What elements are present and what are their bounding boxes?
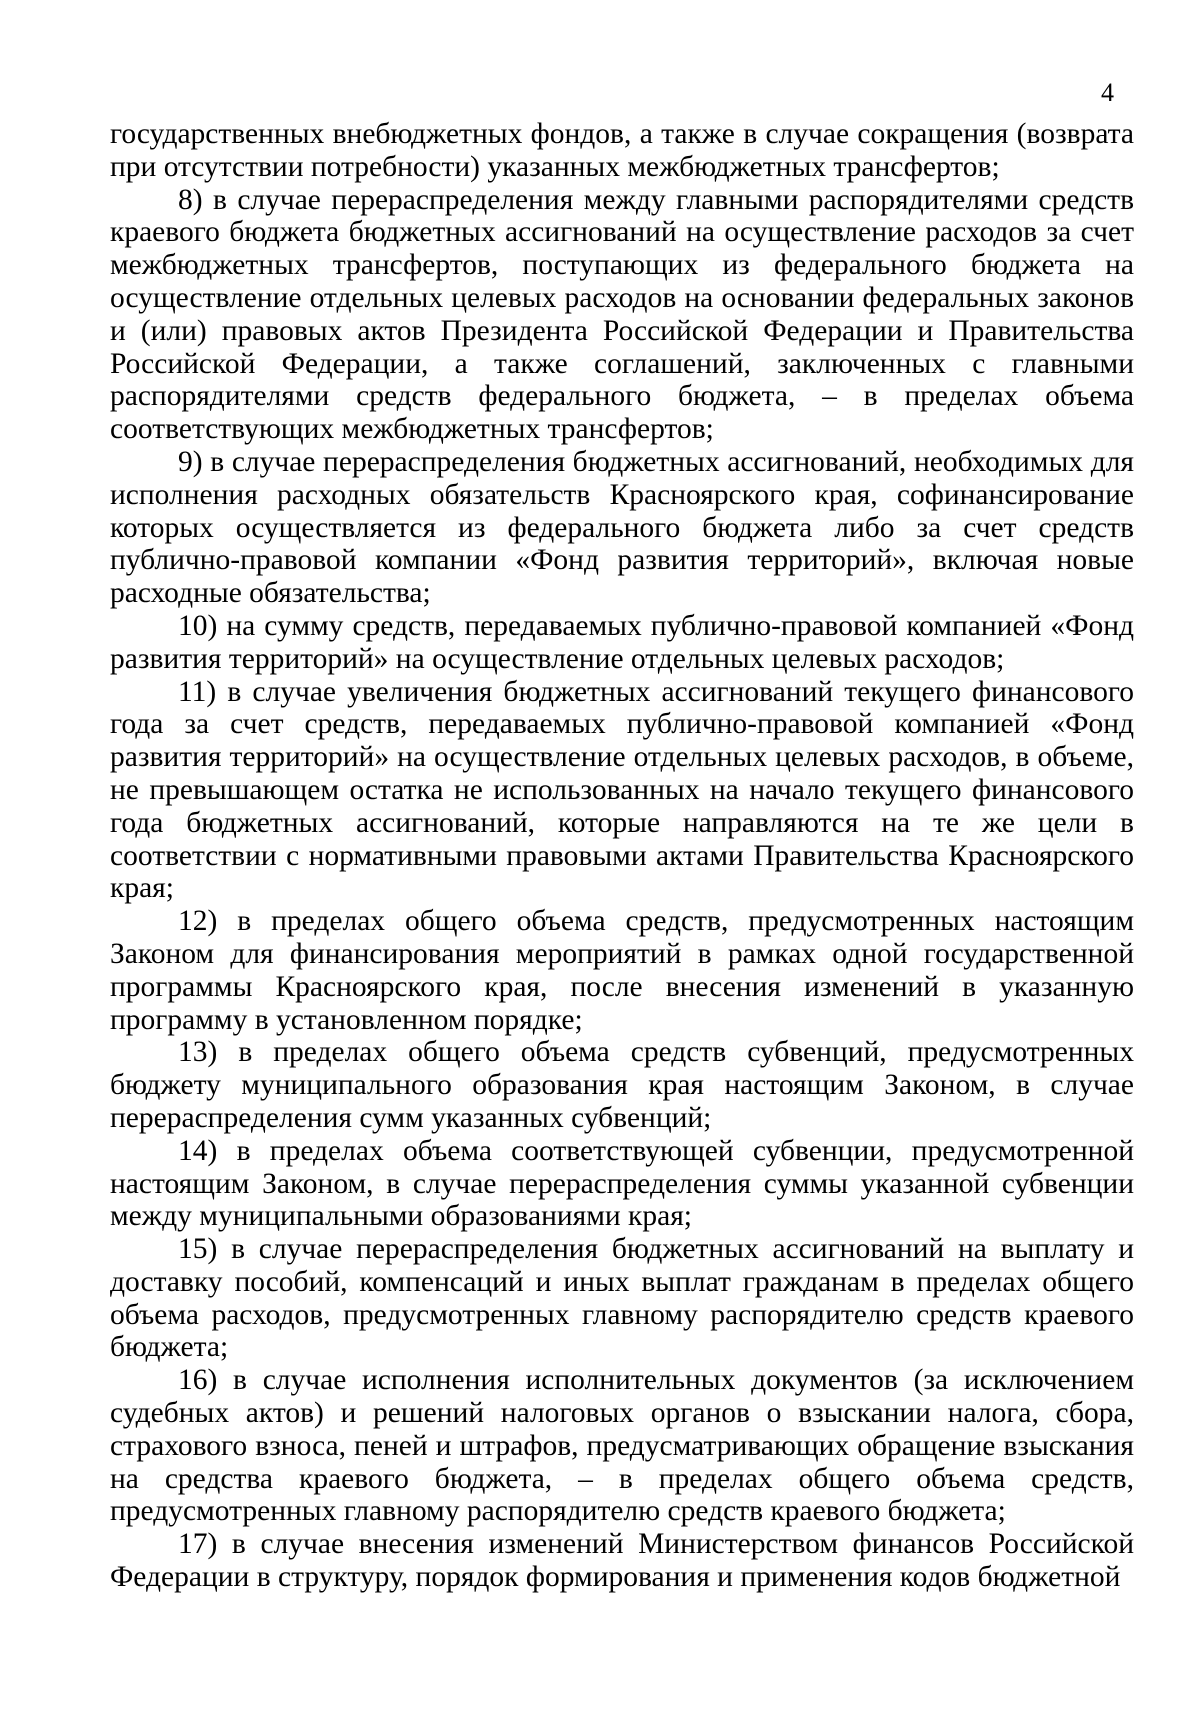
- paragraph-continuation: государственных внебюджетных фондов, а также в случае сокращения (возврата при отсутствии потребности) указанных межбюджетных трансфертов;: [110, 118, 1134, 183]
- paragraph-item-16: 16) в случае исполнения исполнительных документов (за исключением судебных актов) и решений налоговых органов о взыскании налога, сбора, страхового взноса, пеней и штрафов, предусматривающих обращение взыскания на средства краевого бюджета, – в пределах общего объема средств, предусмотренных главному распорядителю средств краевого бюджета;: [110, 1364, 1134, 1528]
- paragraph-item-9: 9) в случае перераспределения бюджетных ассигнований, необходимых для исполнения расходных обязательств Красноярского края, софинансирование которых осуществляется из федерального бюджета либо за счет средств публично-правовой компании «Фонд развития территорий», включая новые расходные обязательства;: [110, 445, 1134, 610]
- paragraph-item-14: 14) в пределах объема соответствующей субвенции, предусмотренной настоящим Законом, в случае перераспределения суммы указанной субвенции между муниципальными образованиями края;: [110, 1134, 1134, 1233]
- paragraph-item-17: 17) в случае внесения изменений Министерством финансов Российской Федерации в структуру, порядок формирования и применения кодов бюджетной: [110, 1528, 1134, 1594]
- paragraph-item-15: 15) в случае перераспределения бюджетных ассигнований на выплату и доставку пособий, компенсаций и иных выплат гражданам в пределах общего объема расходов, предусмотренных главному распорядителю средств краевого бюджета;: [110, 1233, 1134, 1364]
- paragraph-item-11: 11) в случае увеличения бюджетных ассигнований текущего финансового года за счет средств, передаваемых публично-правовой компанией «Фонд развития территорий» на осуществление отдельных целевых расходов, в объеме, не превышающем остатка не использованных на начало текущего финансового года бюджетных ассигнований, которые направляются на те же цели в соответствии с нормативными правовыми актами Правительства Красноярского края;: [110, 675, 1134, 905]
- paragraph-item-13: 13) в пределах общего объема средств субвенций, предусмотренных бюджету муниципального образования края настоящим Законом, в случае перераспределения сумм указанных субвенций;: [110, 1036, 1134, 1134]
- document-body: [110, 118, 1134, 1594]
- paragraph-item-10: 10) на сумму средств, передаваемых публично-правовой компанией «Фонд развития территорий» на осуществление отдельных целевых расходов;: [110, 609, 1134, 675]
- paragraph-item-12: 12) в пределах общего объема средств, предусмотренных настоящим Законом для финансирования мероприятий в рамках одной государственной программы Красноярского края, после внесения изменений в указанную программу в установленном порядке;: [110, 905, 1134, 1036]
- paragraph-item-8: 8) в случае перераспределения между главными распорядителями средств краевого бюджета бюджетных ассигнований на осуществление расходов за счет межбюджетных трансфертов, поступающих из федерального бюджета на осуществление отдельных целевых расходов на основании федеральных законов и (или) правовых актов Президента Российской Федерации и Правительства Российской Федерации, а также соглашений, заключенных с главными распорядителями средств федерального бюджета, – в пределах объема соответствующих межбюджетных трансфертов;: [110, 183, 1134, 446]
- page-number: 4: [1101, 78, 1114, 107]
